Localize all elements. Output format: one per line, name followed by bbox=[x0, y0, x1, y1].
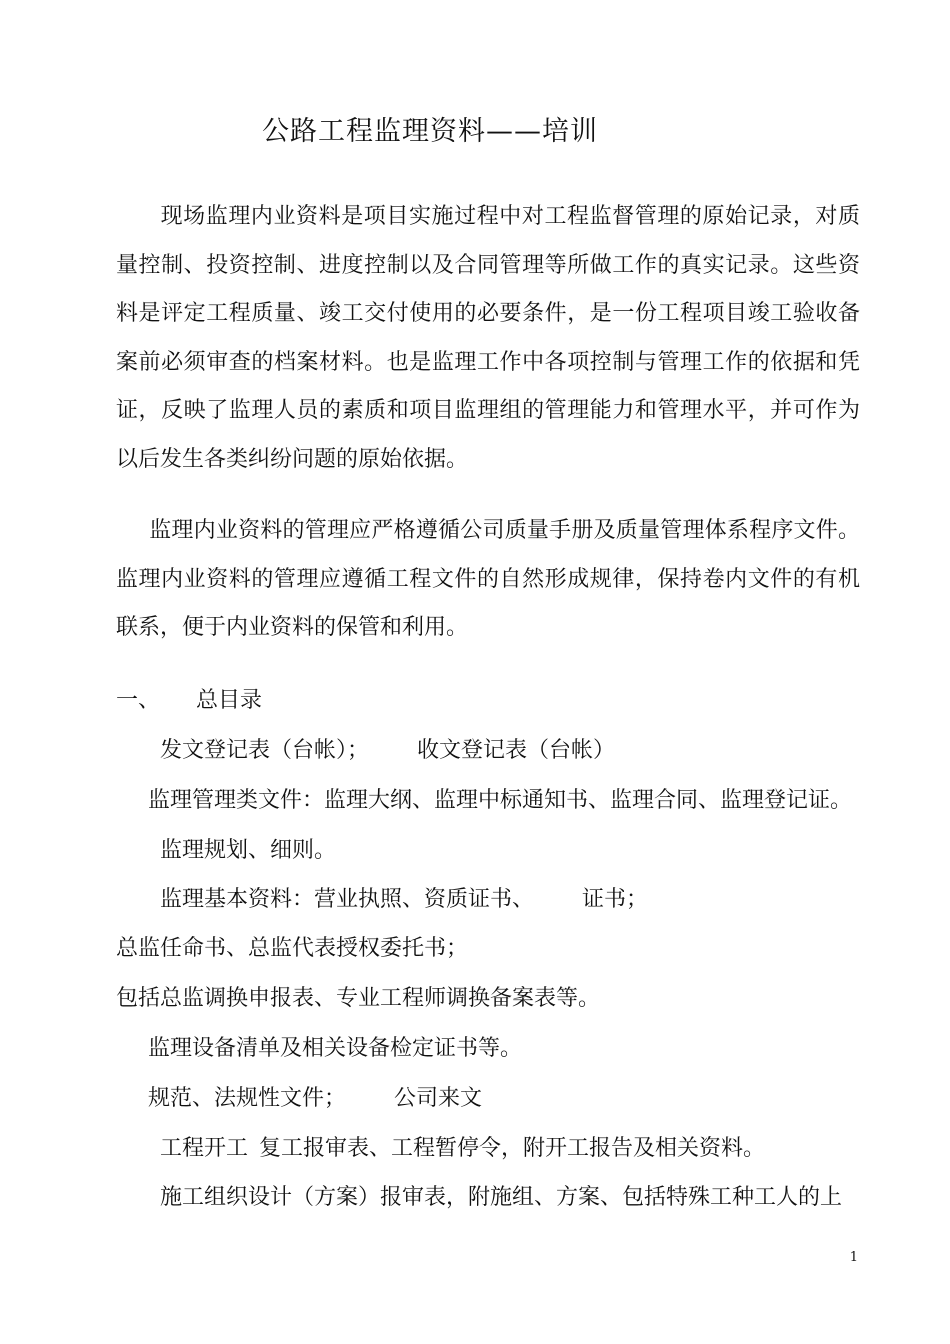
regulations-line bbox=[148, 1084, 482, 1114]
management-paragraph bbox=[116, 507, 860, 653]
company-docs-item: 公司来文 bbox=[394, 1086, 483, 1111]
equipment-line: 监理设备清单及相关设备检定证书等。 bbox=[148, 1036, 523, 1061]
commencement-line bbox=[160, 1134, 765, 1164]
intro-paragraph bbox=[116, 193, 860, 484]
commencement-part-b: 复工报审表、工程暂停令，附开工报告及相关资料。 bbox=[259, 1136, 766, 1161]
appointment-line: 总监任命书、总监代表授权委托书； bbox=[116, 936, 469, 961]
management-docs-line: 监理管理类文件：监理大纲、监理中标通知书、监理合同、监理登记证。 bbox=[148, 788, 853, 813]
regulations-item: 规范、法规性文件； bbox=[148, 1086, 347, 1111]
page-number: 1 bbox=[849, 1250, 858, 1265]
replacement-line: 包括总监调换申报表、专业工程师调换备案表等。 bbox=[116, 986, 601, 1011]
section-number: 一、 bbox=[116, 688, 161, 713]
section-title: 总目录 bbox=[196, 688, 263, 713]
intro-paragraph-text: 现场监理内业资料是项目实施过程中对工程监督管理的原始记录，对质量控制、投资控制、进度控制以及合同管理等所做工作的真实记录。这些资料是评定工程质量、竣工交付使用的必要条件，是一份工程项目竣工验收备案前必须审查的档案材料。也是监理工作中各项控制与管理工作的依据和凭证，反映了监理人员的素质和项目监理组的管理能力和管理水平，并可作为以后发生各类纠纷问题的原始依据。 bbox=[116, 204, 860, 472]
commencement-part-a: 工程开工 bbox=[160, 1136, 249, 1161]
basic-info-part-a: 监理基本资料：营业执照、资质证书、 bbox=[160, 887, 535, 912]
dispatch-log-item: 发文登记表（台帐）； bbox=[160, 738, 370, 763]
basic-info-part-b: 证书； bbox=[582, 887, 649, 912]
receipt-log-item: 收文登记表（台帐） bbox=[417, 738, 616, 763]
basic-info-line bbox=[160, 885, 648, 915]
section-heading bbox=[116, 686, 262, 716]
management-paragraph-text: 监理内业资料的管理应严格遵循公司质量手册及质量管理体系程序文件。监理内业资料的管理应遵循工程文件的自然形成规律，保持卷内文件的有机联系，便于内业资料的保管和利用。 bbox=[116, 518, 860, 640]
document-title: 公路工程监理资料——培训 bbox=[262, 116, 598, 147]
construction-org-line: 施工组织设计（方案）报审表，附施组、方案、包括特殊工种工人的上 bbox=[160, 1185, 843, 1210]
log-tables-line bbox=[160, 736, 615, 766]
planning-line: 监理规划、细则。 bbox=[160, 838, 337, 863]
